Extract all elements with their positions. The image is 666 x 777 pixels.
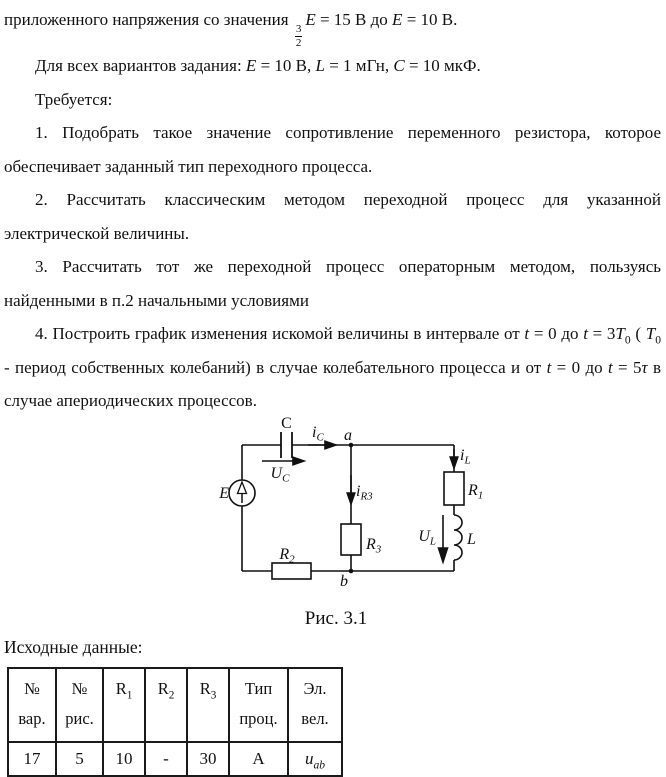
table-header-cell xyxy=(103,668,145,742)
circuit-figure xyxy=(184,417,514,607)
data-table xyxy=(7,667,343,777)
table-header-cell xyxy=(56,668,103,742)
voltage-l-arrowhead xyxy=(439,548,448,562)
table-header-line: проц. xyxy=(239,709,278,728)
paragraph: 2. Рассчитать классическим методом переходной процесс для указанной электрической величины. xyxy=(4,190,661,243)
table-header-cell xyxy=(8,668,56,742)
table-data-row xyxy=(8,742,342,776)
capacitor-icon xyxy=(281,432,292,458)
inductor-icon xyxy=(454,515,462,560)
voltage-c-arrowhead xyxy=(293,457,304,465)
paragraph: Требуется: xyxy=(35,89,113,109)
table-header-cell xyxy=(229,668,288,742)
current-c-arrowhead xyxy=(325,441,336,449)
table-header-line: № xyxy=(24,679,40,698)
figure-caption: Рис. 3.1 xyxy=(304,608,368,629)
table-cell: 30 xyxy=(187,742,229,776)
table-cell: 5 xyxy=(56,742,103,776)
table-cell: 17 xyxy=(8,742,56,776)
table-header-line: $R_3$ xyxy=(199,679,217,702)
table-header-line: вар. xyxy=(18,709,46,728)
current-c-label: $i_C$ xyxy=(312,424,324,444)
circuit-diagram xyxy=(184,417,514,607)
table-header-line: $R_1$ xyxy=(115,679,133,702)
table-header-line: № xyxy=(71,679,88,698)
fraction: $\frac{3}{2}$ xyxy=(295,23,302,49)
node-b-dot xyxy=(349,569,354,574)
node-a-label: a xyxy=(344,427,352,444)
table-header-line: Эл. xyxy=(303,679,327,698)
source-label: E xyxy=(219,485,229,502)
paragraph: 1. Подобрать такое значение сопротивление переменного резистора, которое обеспечивает заданный тип переходного процесса. xyxy=(4,123,661,176)
table-header-cell xyxy=(288,668,342,742)
resistor-r1-icon xyxy=(444,472,464,505)
resistor-r1-label: $R_1$ xyxy=(468,482,484,502)
resistor-r2-label: $R_2$ xyxy=(279,546,295,566)
resistor-r3-icon xyxy=(341,524,361,555)
voltage-l-label: $U_L$ xyxy=(418,528,436,548)
current-r3-label: $i_{R3}$ xyxy=(356,483,373,503)
table-header-row xyxy=(8,668,342,742)
current-r3-arrowhead xyxy=(347,493,355,504)
table-header-cell xyxy=(187,668,229,742)
paragraph: приложенного напряжения со значения $\frac{3}{2}$ E = 15 В до E = 10 В. xyxy=(4,10,458,49)
table-cell: $u_{ab}$ xyxy=(288,742,342,776)
paragraph: 4. Построить график изменения искомой величины в интервале от t = 0 до $t = 3T_0$ ( $T_0$ - период собственных колебаний) в случае колебательного процесса и от t = 0 до t = 5τ в случае апериодических процессов. xyxy=(4,324,661,411)
node-b-label: b xyxy=(340,573,348,590)
table-header-line: вел. xyxy=(301,709,329,728)
text-block xyxy=(4,3,661,411)
inductor-label: L xyxy=(467,531,476,548)
table-cell: А xyxy=(229,742,288,776)
table-header-line: рис. xyxy=(65,709,94,728)
paragraph: Для всех вариантов задания: E = 10 В, L = 1 мГн, C = 10 мкФ. xyxy=(35,56,481,76)
current-l-arrowhead xyxy=(450,457,458,468)
table-header-line: Тип xyxy=(244,679,273,698)
resistor-r3-label: $R_3$ xyxy=(366,536,382,556)
table-header-line: $R_2$ xyxy=(157,679,175,702)
table-cell: - xyxy=(145,742,187,776)
data-heading: Исходные данные: xyxy=(4,637,143,657)
current-l-label: $i_L$ xyxy=(460,447,471,467)
capacitor-label: C xyxy=(281,417,292,432)
table-cell: 10 xyxy=(103,742,145,776)
voltage-c-label: $U_C$ xyxy=(270,465,290,485)
table-header-cell xyxy=(145,668,187,742)
paragraph: 3. Рассчитать тот же переходной процесс операторным методом, пользуясь найденными в п.2 начальными условиями xyxy=(4,257,661,310)
